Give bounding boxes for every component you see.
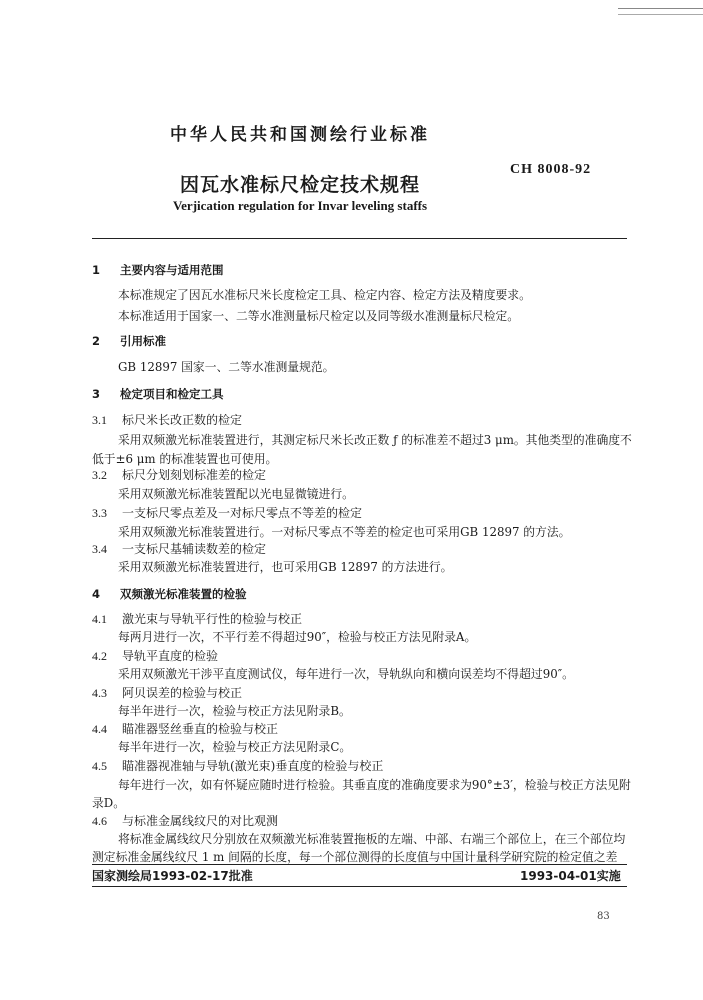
section-title: 检定项目和检定工具	[120, 387, 224, 401]
subsection-number: 4.6	[92, 814, 107, 828]
paragraph: 每两月进行一次，不平行差不得超过90″，检验与校正方法见附录A。	[118, 630, 477, 644]
subsection-4-6-heading	[92, 812, 278, 829]
section-3-heading	[92, 386, 224, 402]
section-number: 1	[92, 263, 101, 277]
paragraph: 采用双频激光干涉平直度测试仪，每年进行一次，导轨纵向和横向误差均不得超过90″。	[118, 667, 574, 681]
subsection-number: 4.3	[92, 686, 107, 700]
subsection-title: 标尺米长改正数的检定	[122, 413, 243, 427]
subsection-4-1-heading	[92, 610, 302, 627]
subsection-3-2-heading	[92, 466, 266, 483]
effective-date: 1993-04-01实施	[520, 869, 621, 883]
subsection-number: 4.1	[92, 612, 107, 626]
subsection-number: 3.2	[92, 468, 107, 482]
footer-divider	[92, 864, 627, 865]
subsection-number: 3.4	[92, 542, 107, 556]
subsection-number: 4.2	[92, 649, 107, 663]
subsection-number: 4.5	[92, 759, 107, 773]
paragraph: 每半年进行一次，检验与校正方法见附录C。	[118, 740, 352, 754]
document-title: 因瓦水准标尺检定技术规程	[179, 174, 420, 196]
paragraph: 采用双频激光标准装置进行，其测定标尺米长改正数 ƒ 的标准差不超过3 μm。其他类型的准确度不	[118, 433, 632, 447]
section-title: 双频激光标准装置的检验	[120, 587, 247, 601]
paragraph: 测定标准金属线纹尺 1 m 间隔的长度，每一个部位测得的长度值与中国计量科学研究院的检定值之差	[92, 850, 618, 864]
standard-code: CH 8008-92	[510, 162, 592, 177]
approval-date: 国家测绘局1993-02-17批准	[92, 869, 253, 883]
paragraph: 将标准金属线纹尺分别放在双频激光标准装置拖板的左端、中部、右端三个部位上，在三个部位均	[118, 832, 626, 846]
paragraph: 低于±6 μm 的标准装置也可使用。	[92, 452, 278, 466]
section-number: 4	[92, 587, 101, 601]
section-1-heading	[92, 262, 224, 278]
subsection-3-4-heading	[92, 540, 266, 557]
subsection-4-5-heading	[92, 757, 383, 774]
top-edge-rule-2	[618, 14, 703, 15]
subsection-4-3-heading	[92, 684, 242, 701]
paragraph: 本标准适用于国家一、二等水准测量标尺检定以及同等级水准测量标尺检定。	[118, 309, 520, 323]
footer-bottom-divider	[92, 886, 627, 887]
subsection-title: 阿贝误差的检验与校正	[122, 686, 243, 700]
subsection-number: 4.4	[92, 722, 107, 736]
subsection-title: 一支标尺零点差及一对标尺零点不等差的检定	[122, 506, 363, 520]
subsection-number: 3.1	[92, 413, 107, 427]
paragraph: 采用双频激光标准装置配以光电显微镜进行。	[118, 487, 354, 501]
paragraph: 采用双频激光标准装置进行，也可采用GB 12897 的方法进行。	[118, 560, 453, 574]
top-edge-rule	[618, 8, 703, 9]
section-number: 3	[92, 387, 101, 401]
subsection-3-1-heading	[92, 411, 242, 428]
section-4-heading	[92, 586, 247, 602]
subsection-title: 瞄准器视准轴与导轨(激光束)垂直度的检验与校正	[122, 759, 384, 773]
page-number: 83	[597, 911, 610, 922]
paragraph: GB 12897 国家一、二等水准测量规范。	[118, 360, 335, 374]
paragraph: 本标准规定了因瓦水准标尺米长度检定工具、检定内容、检定方法及精度要求。	[118, 288, 531, 302]
subsection-4-2-heading	[92, 647, 218, 664]
subsection-title: 与标准金属线纹尺的对比观测	[122, 814, 279, 828]
subsection-title: 激光束与导轨平行性的检验与校正	[122, 612, 303, 626]
section-title: 主要内容与适用范围	[120, 263, 224, 277]
paragraph: 采用双频激光标准装置进行。一对标尺零点不等差的检定也可采用GB 12897 的方法。	[118, 525, 571, 539]
subsection-title: 瞄准器竖丝垂直的检验与校正	[122, 722, 279, 736]
subsection-title: 导轨平直度的检验	[122, 649, 219, 663]
subsection-4-4-heading	[92, 720, 278, 737]
subsection-title: 标尺分划刻划标准差的检定	[122, 468, 267, 482]
section-title: 引用标准	[120, 334, 166, 348]
english-title: Verjication regulation for Invar leveling staffs	[172, 198, 428, 213]
paragraph: 录D。	[92, 796, 126, 810]
subsection-title: 一支标尺基辅读数差的检定	[122, 542, 267, 556]
subsection-3-3-heading	[92, 504, 362, 521]
industry-standard-heading: 中华人民共和国测绘行业标准	[170, 125, 430, 145]
header-divider	[92, 238, 627, 239]
section-2-heading	[92, 333, 166, 349]
subsection-number: 3.3	[92, 506, 107, 520]
section-number: 2	[92, 334, 101, 348]
paragraph: 每年进行一次，如有怀疑应随时进行检验。其垂直度的准确度要求为90°±3′，检验与校正方法见附	[118, 778, 631, 792]
paragraph: 每半年进行一次，检验与校正方法见附录B。	[118, 704, 351, 718]
